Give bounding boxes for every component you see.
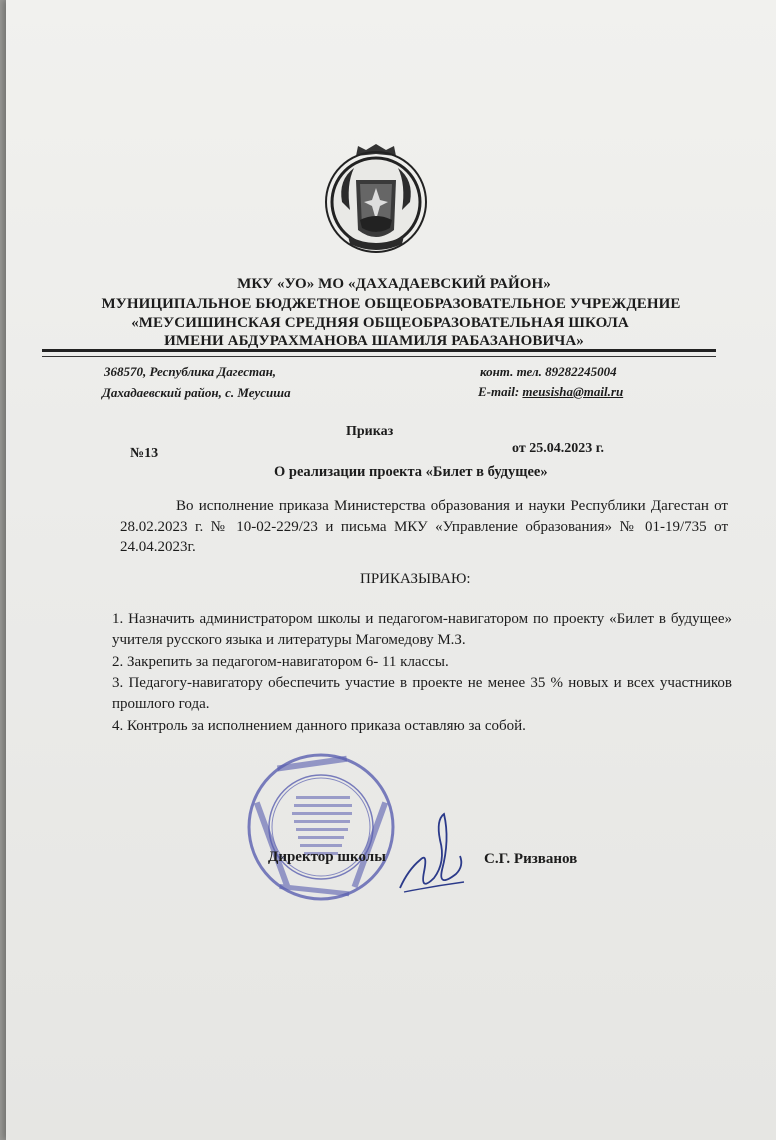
order-type: Приказ [346, 424, 394, 439]
decree-heading: ПРИКАЗЫВАЮ: [360, 571, 471, 587]
header-divider-thin [42, 356, 716, 357]
coat-of-arms-logo [324, 140, 428, 256]
email-line [478, 384, 623, 400]
email-label: E-mail: [478, 384, 520, 399]
header-divider-thick [42, 349, 716, 352]
order-title: О реализации проекта «Билет в будущее» [274, 464, 548, 480]
header-line-1: МКУ «УО» МО «ДАХАДАЕВСКИЙ РАЙОН» [237, 276, 551, 292]
address-line-1: 368570, Республика Дагестан, [104, 364, 277, 379]
header-line-3: «МЕУСИШИНСКАЯ СРЕДНЯЯ ОБЩЕОБРАЗОВАТЕЛЬНАЯ ШКОЛА [131, 315, 629, 331]
signature-name: С.Г. Ризванов [484, 851, 578, 867]
header-line-4: ИМЕНИ АБДУРАХМАНОВА ШАМИЛЯ РАБАЗАНОВИЧА» [164, 333, 584, 349]
phone-label: конт. тел. [480, 364, 542, 379]
item-1: 1. Назначить администратором школы и педагогом-навигатором по проекту «Билет в будущее» учителя русского языка и литературы Магомедову М.З. [112, 611, 732, 648]
item-3: 3. Педагогу-навигатору обеспечить участие в проекте не менее 35 % новых и всех участников прошлого года. [112, 675, 732, 712]
address-line-2: Дахадаевский район, с. Меусиша [102, 385, 291, 400]
handwritten-signature [394, 800, 474, 900]
phone-line [480, 364, 617, 380]
preamble-paragraph: Во исполнение приказа Министерства образования и науки Республики Дагестан от 28.02.2023 г. № 10-02-229/23 и письма МКУ «Управление образования» № 01-19/735 от 24.04.2023г. [120, 498, 728, 555]
item-4: 4. Контроль за исполнением данного приказа оставляю за собой. [112, 718, 526, 734]
header-line-2: МУНИЦИПАЛЬНОЕ БЮДЖЕТНОЕ ОБЩЕОБРАЗОВАТЕЛЬНОЕ УЧРЕЖДЕНИЕ [101, 296, 681, 312]
email-link[interactable]: meusisha@mail.ru [522, 384, 624, 399]
official-stamp [246, 752, 396, 902]
signature-position: Директор школы [268, 849, 386, 865]
phone-value: 89282245004 [545, 364, 617, 379]
order-date: от 25.04.2023 г. [512, 441, 604, 456]
order-number: №13 [130, 446, 159, 461]
item-2: 2. Закрепить за педагогом-навигатором 6- 11 классы. [112, 654, 449, 670]
document-page [6, 0, 776, 1140]
